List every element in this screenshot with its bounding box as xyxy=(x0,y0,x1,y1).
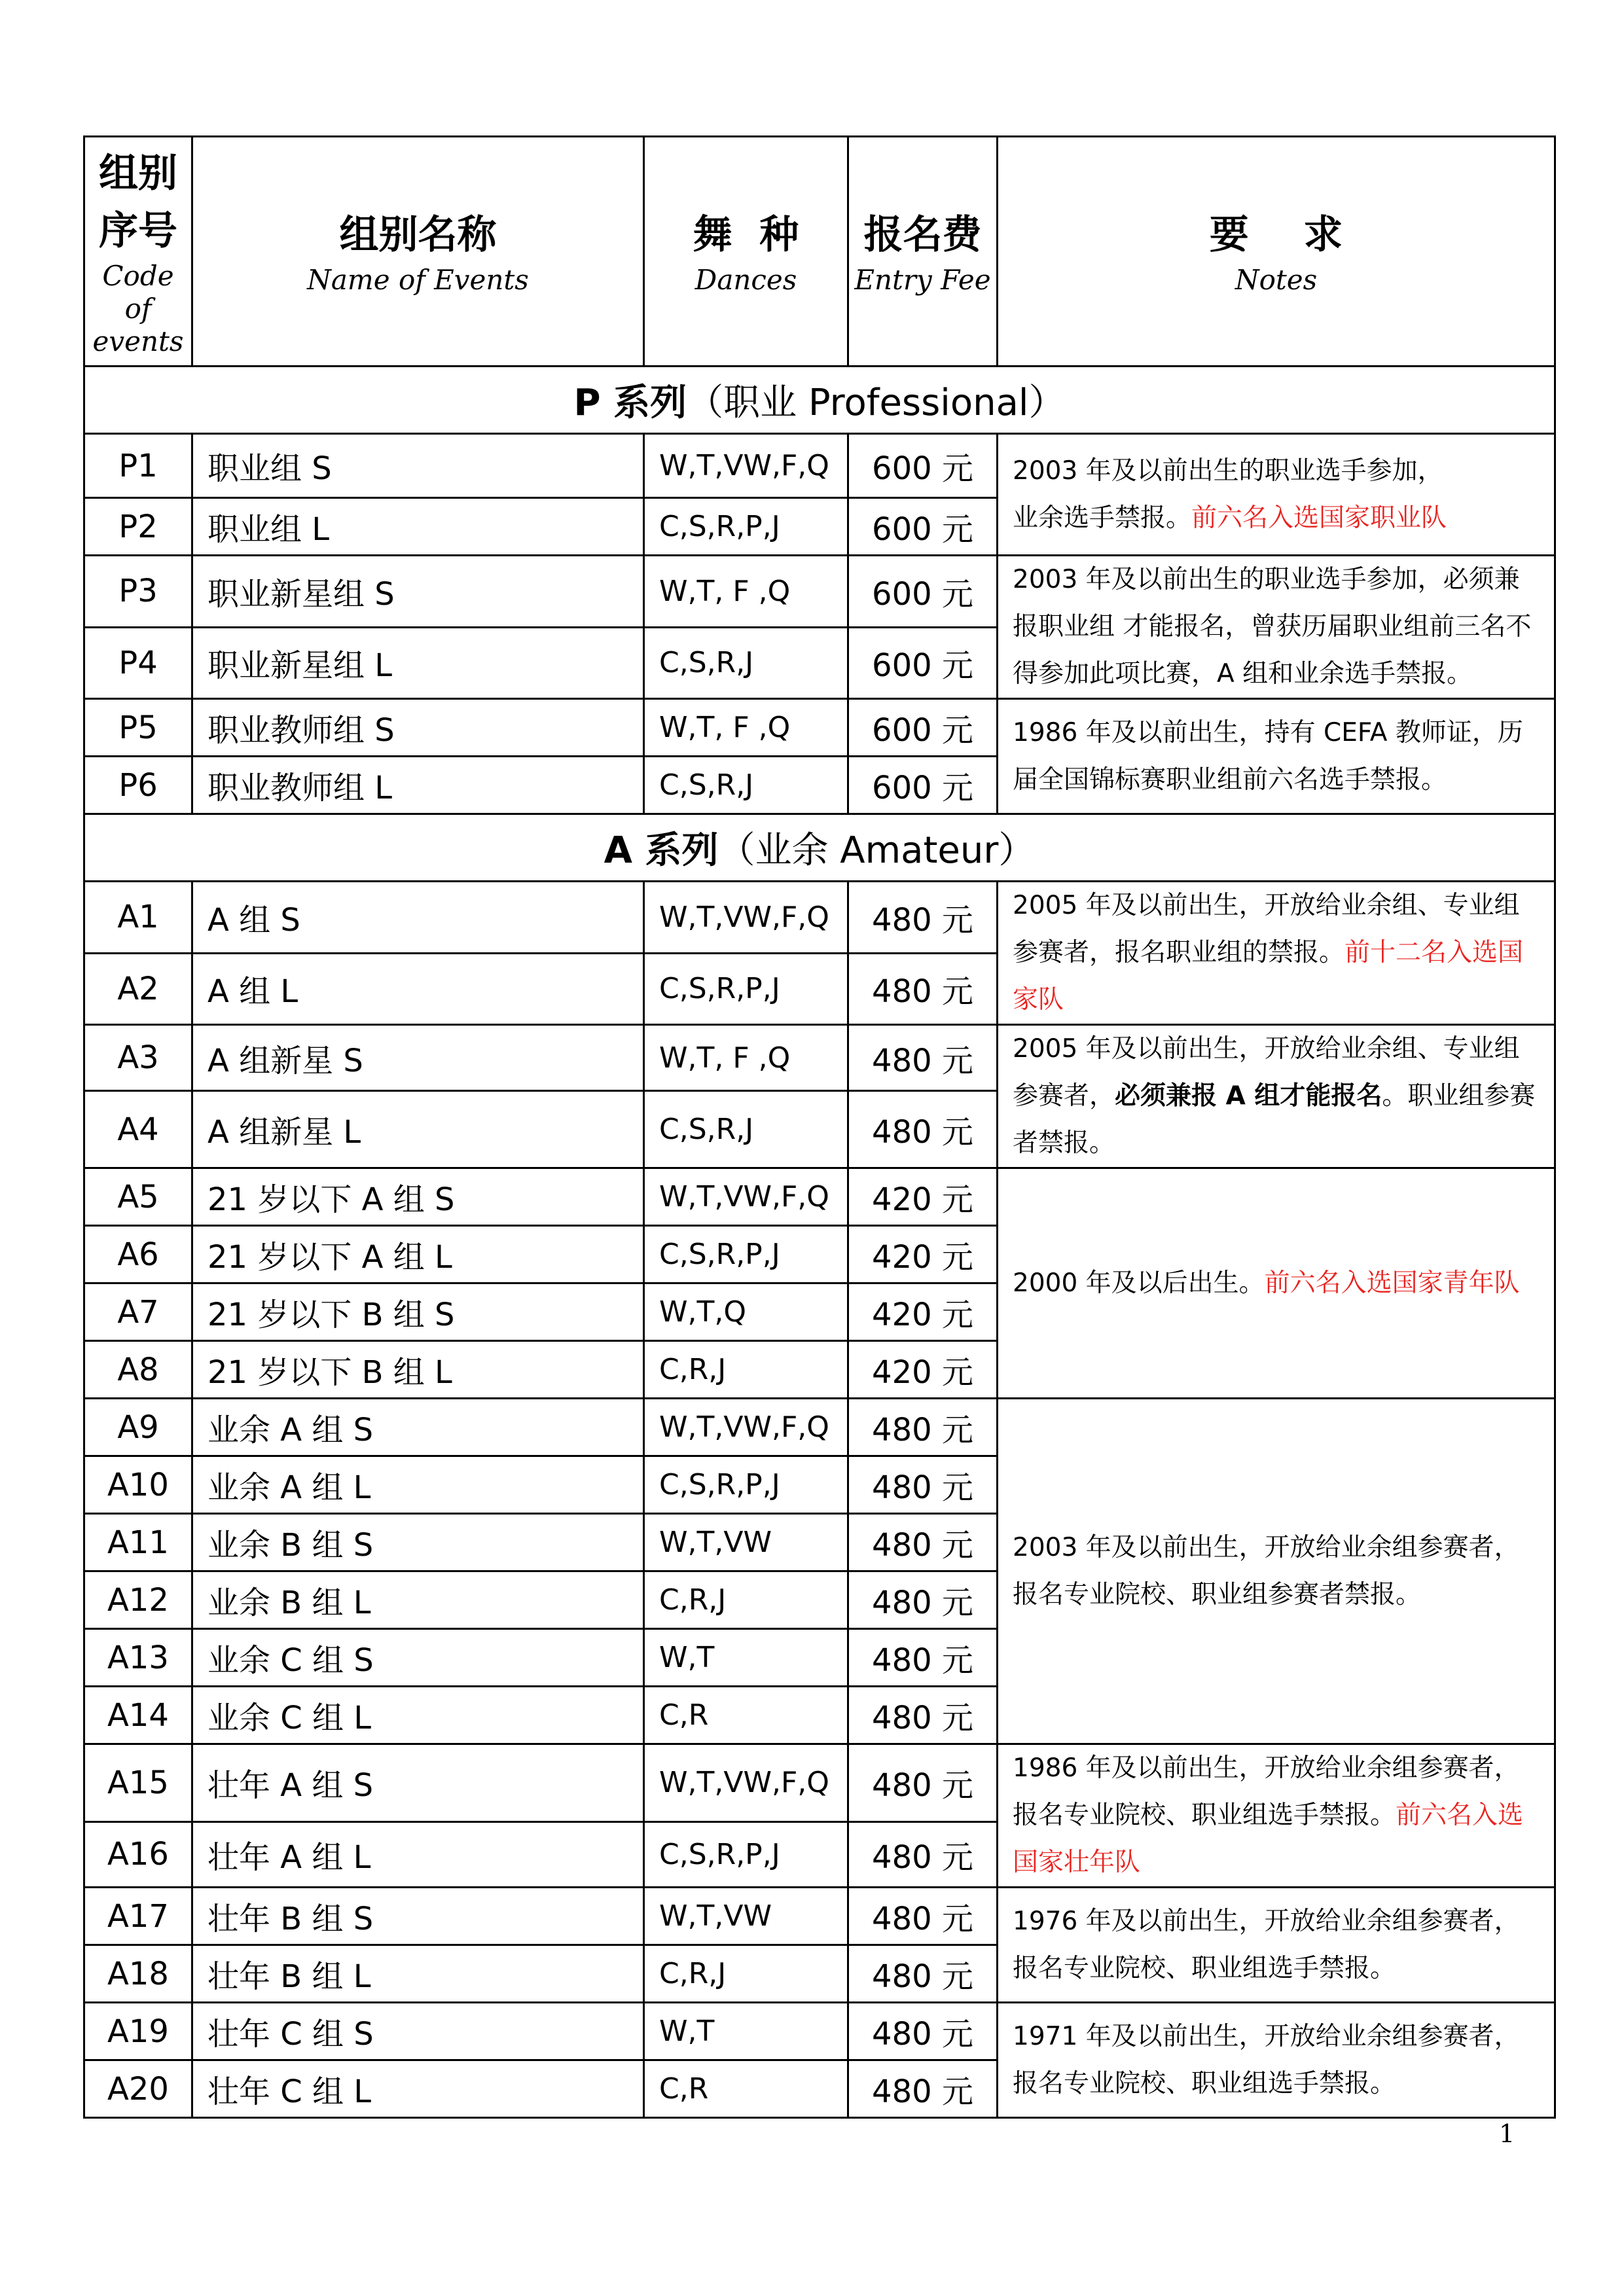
row-fee: 480 元 xyxy=(848,1888,998,1945)
row-name: 业余 B 组 L xyxy=(192,1571,644,1629)
section-row-a xyxy=(84,814,1555,882)
header-notes-en: Notes xyxy=(1235,264,1318,296)
row-fee: 480 元 xyxy=(848,1399,998,1456)
row-name: 21 岁以下 B 组 L xyxy=(192,1341,644,1399)
table-row xyxy=(84,1168,1555,1226)
row-fee: 480 元 xyxy=(848,1629,998,1687)
note-red-text: 前六名入选国家职业队 xyxy=(1191,503,1447,533)
section-row-p xyxy=(84,367,1555,434)
row-fee: 480 元 xyxy=(848,882,998,954)
row-name: 职业教师组 S xyxy=(192,699,644,757)
row-name: 壮年 C 组 L xyxy=(192,2060,644,2118)
row-name: 21 岁以下 A 组 L xyxy=(192,1226,644,1283)
row-code: A13 xyxy=(84,1629,192,1687)
row-code: P1 xyxy=(84,434,192,498)
row-dances: C,S,R,P,J xyxy=(644,1226,848,1283)
note-a17-a18 xyxy=(998,1888,1555,2003)
note-a15-a16 xyxy=(998,1744,1555,1888)
note-text: 2003 年及以前出生，开放给业余组参赛者， xyxy=(1013,1532,1520,1562)
table-row xyxy=(84,1744,1555,1822)
note-text: 。职业组参赛者禁报。 xyxy=(1013,1081,1536,1158)
row-code: A5 xyxy=(84,1168,192,1226)
header-code-en1: Code xyxy=(102,260,174,292)
row-fee: 600 元 xyxy=(848,434,998,498)
page-number: 1 xyxy=(1499,2119,1515,2148)
header-name-en: Name of Events xyxy=(307,264,529,296)
note-text: 1986 年及以前出生，持有 CEFA 教师证，历届全国锦标赛职业组前六名选手禁报。 xyxy=(1013,717,1523,795)
row-code: A1 xyxy=(84,882,192,954)
row-dances: W,T,VW,F,Q xyxy=(644,882,848,954)
note-p1-p2 xyxy=(998,434,1555,556)
row-code: A2 xyxy=(84,953,192,1025)
row-dances: C,S,R,J xyxy=(644,627,848,699)
row-fee: 420 元 xyxy=(848,1283,998,1341)
row-dances: W,T,Q xyxy=(644,1283,848,1341)
row-code: A16 xyxy=(84,1821,192,1887)
note-text: 2005 年及以前出生，开放给业余组、专业组参赛者， xyxy=(1013,1034,1520,1111)
row-fee: 480 元 xyxy=(848,1687,998,1744)
section-series-p: P 系列 xyxy=(573,382,687,424)
row-dances: C,R,J xyxy=(644,1341,848,1399)
row-code: A7 xyxy=(84,1283,192,1341)
table-row xyxy=(84,1399,1555,1456)
row-name: 职业新星组 S xyxy=(192,556,644,628)
row-fee: 420 元 xyxy=(848,1341,998,1399)
row-fee: 600 元 xyxy=(848,498,998,556)
header-fee-en: Entry Fee xyxy=(854,264,991,296)
header-code-en3: events xyxy=(92,325,184,357)
note-a9-a14 xyxy=(998,1399,1555,1744)
section-title-p xyxy=(84,367,1555,434)
row-fee: 480 元 xyxy=(848,1514,998,1571)
note-a19-a20 xyxy=(998,2003,1555,2118)
row-dances: W,T,VW,F,Q xyxy=(644,1399,848,1456)
note-text: 报名专业院校、职业组选手禁报。 xyxy=(1013,1953,1396,1983)
table-row xyxy=(84,2003,1555,2060)
events-table xyxy=(83,135,1556,2119)
row-code: P3 xyxy=(84,556,192,628)
row-name: 壮年 B 组 L xyxy=(192,1945,644,2003)
note-a1-a2 xyxy=(998,882,1555,1025)
row-name: 业余 C 组 L xyxy=(192,1687,644,1744)
row-fee: 420 元 xyxy=(848,1226,998,1283)
note-text: 1986 年及以前出生，开放给业余组参赛者，报名专业院校、职业组选手禁报。 xyxy=(1013,1753,1520,1830)
row-code: A8 xyxy=(84,1341,192,1399)
row-dances: W,T,VW,F,Q xyxy=(644,1168,848,1226)
section-title-a xyxy=(84,814,1555,882)
row-fee: 420 元 xyxy=(848,1168,998,1226)
row-dances: W,T,VW,F,Q xyxy=(644,1744,848,1822)
row-name: 业余 C 组 S xyxy=(192,1629,644,1687)
row-name: 壮年 B 组 S xyxy=(192,1888,644,1945)
header-name-cn: 组别名称 xyxy=(339,212,497,258)
row-code: P5 xyxy=(84,699,192,757)
note-p5-p6 xyxy=(998,699,1555,814)
row-fee: 480 元 xyxy=(848,2060,998,2118)
row-dances: W,T, F ,Q xyxy=(644,556,848,628)
table-row xyxy=(84,1888,1555,1945)
row-name: 业余 B 组 S xyxy=(192,1514,644,1571)
row-code: A15 xyxy=(84,1744,192,1822)
row-name: 业余 A 组 S xyxy=(192,1399,644,1456)
note-bold-text: 必须兼报 A 组才能报名 xyxy=(1115,1081,1382,1111)
row-name: 职业组 S xyxy=(192,434,644,498)
note-text: 报名专业院校、职业组选手禁报。 xyxy=(1013,2068,1396,2098)
table-row xyxy=(84,699,1555,757)
row-code: A19 xyxy=(84,2003,192,2060)
row-fee: 480 元 xyxy=(848,1025,998,1091)
row-fee: 600 元 xyxy=(848,627,998,699)
row-fee: 480 元 xyxy=(848,1945,998,2003)
note-text: 业余选手禁报。 xyxy=(1013,503,1192,533)
note-text: 2003 年及以前出生的职业选手参加， xyxy=(1013,456,1443,486)
row-dances: W,T, F ,Q xyxy=(644,699,848,757)
header-notes-cn: 要 求 xyxy=(1209,212,1343,258)
row-name: 21 岁以下 A 组 S xyxy=(192,1168,644,1226)
header-fee-cn: 报名费 xyxy=(863,212,982,258)
row-dances: C,S,R,P,J xyxy=(644,498,848,556)
row-fee: 480 元 xyxy=(848,1456,998,1514)
note-red-text: 前六名入选国家壮年队 xyxy=(1013,1801,1524,1877)
note-text: 2005 年及以前出生，开放给业余组、专业组参赛者，报名职业组的禁报。 xyxy=(1013,891,1520,967)
header-fee xyxy=(848,137,998,367)
row-fee: 480 元 xyxy=(848,2003,998,2060)
row-dances: C,S,R,P,J xyxy=(644,1456,848,1514)
header-code-cn2: 序号 xyxy=(99,208,177,254)
row-dances: C,R,J xyxy=(644,1571,848,1629)
header-row xyxy=(84,137,1555,367)
row-name: 壮年 C 组 S xyxy=(192,2003,644,2060)
header-name xyxy=(192,137,644,367)
row-fee: 600 元 xyxy=(848,757,998,814)
header-code xyxy=(84,137,192,367)
row-dances: C,R xyxy=(644,1687,848,1744)
note-p3-p4 xyxy=(998,556,1555,699)
note-red-text: 前六名入选国家青年队 xyxy=(1264,1268,1520,1298)
note-text: 1976 年及以前出生，开放给业余组参赛者， xyxy=(1013,1906,1520,1936)
row-name: 职业新星组 L xyxy=(192,627,644,699)
row-name: 职业教师组 L xyxy=(192,757,644,814)
note-text: 1971 年及以前出生，开放给业余组参赛者， xyxy=(1013,2021,1520,2051)
row-fee: 480 元 xyxy=(848,1091,998,1168)
row-code: A12 xyxy=(84,1571,192,1629)
row-name: 职业组 L xyxy=(192,498,644,556)
row-dances: C,R,J xyxy=(644,1945,848,2003)
row-dances: C,S,R,J xyxy=(644,1091,848,1168)
table-row xyxy=(84,556,1555,628)
section-series-a: A 系列 xyxy=(604,829,719,872)
row-code: A9 xyxy=(84,1399,192,1456)
row-name: A 组 S xyxy=(192,882,644,954)
header-notes xyxy=(998,137,1555,367)
row-code: A4 xyxy=(84,1091,192,1168)
table-row xyxy=(84,434,1555,498)
row-fee: 480 元 xyxy=(848,1821,998,1887)
note-a5-a8 xyxy=(998,1168,1555,1399)
row-code: A20 xyxy=(84,2060,192,2118)
row-fee: 480 元 xyxy=(848,953,998,1025)
row-dances: C,S,R,P,J xyxy=(644,1821,848,1887)
row-fee: 600 元 xyxy=(848,699,998,757)
row-name: A 组 L xyxy=(192,953,644,1025)
row-code: P6 xyxy=(84,757,192,814)
header-dance-en: Dances xyxy=(695,264,797,296)
row-code: A14 xyxy=(84,1687,192,1744)
row-code: A11 xyxy=(84,1514,192,1571)
note-text: 2003 年及以前出生的职业选手参加，必须兼报职业组 才能报名，曾获历届职业组前三名不得参加此项比赛，A 组和业余选手禁报。 xyxy=(1013,565,1532,689)
row-code: A3 xyxy=(84,1025,192,1091)
table-row xyxy=(84,1025,1555,1091)
header-dance-cn: 舞 种 xyxy=(693,212,799,258)
row-fee: 600 元 xyxy=(848,556,998,628)
row-name: 壮年 A 组 S xyxy=(192,1744,644,1822)
row-dances: W,T,VW,F,Q xyxy=(644,434,848,498)
row-fee: 480 元 xyxy=(848,1744,998,1822)
row-dances: C,R xyxy=(644,2060,848,2118)
row-name: A 组新星 L xyxy=(192,1091,644,1168)
row-name: 21 岁以下 B 组 S xyxy=(192,1283,644,1341)
header-code-en2: of xyxy=(124,293,152,325)
row-dances: C,S,R,J xyxy=(644,757,848,814)
section-label-a: （业余 Amateur） xyxy=(718,829,1036,872)
header-dance xyxy=(644,137,848,367)
row-dances: W,T xyxy=(644,2003,848,2060)
row-name: 业余 A 组 L xyxy=(192,1456,644,1514)
row-dances: W,T,VW xyxy=(644,1514,848,1571)
row-code: P4 xyxy=(84,627,192,699)
note-a3-a4 xyxy=(998,1025,1555,1168)
section-label-p: （职业 Professional） xyxy=(687,382,1066,424)
row-code: A10 xyxy=(84,1456,192,1514)
row-code: A6 xyxy=(84,1226,192,1283)
row-code: A18 xyxy=(84,1945,192,2003)
row-dances: W,T xyxy=(644,1629,848,1687)
table-row xyxy=(84,882,1555,954)
note-red-text: 前十二名入选国家队 xyxy=(1013,938,1524,1014)
row-dances: W,T, F ,Q xyxy=(644,1025,848,1091)
header-code-cn1: 组别 xyxy=(99,151,177,196)
row-code: P2 xyxy=(84,498,192,556)
row-fee: 480 元 xyxy=(848,1571,998,1629)
row-dances: C,S,R,P,J xyxy=(644,953,848,1025)
note-text: 2000 年及以后出生。 xyxy=(1013,1268,1265,1298)
row-name: A 组新星 S xyxy=(192,1025,644,1091)
note-text: 报名专业院校、职业组参赛者禁报。 xyxy=(1013,1579,1422,1609)
row-dances: W,T,VW xyxy=(644,1888,848,1945)
row-name: 壮年 A 组 L xyxy=(192,1821,644,1887)
row-code: A17 xyxy=(84,1888,192,1945)
